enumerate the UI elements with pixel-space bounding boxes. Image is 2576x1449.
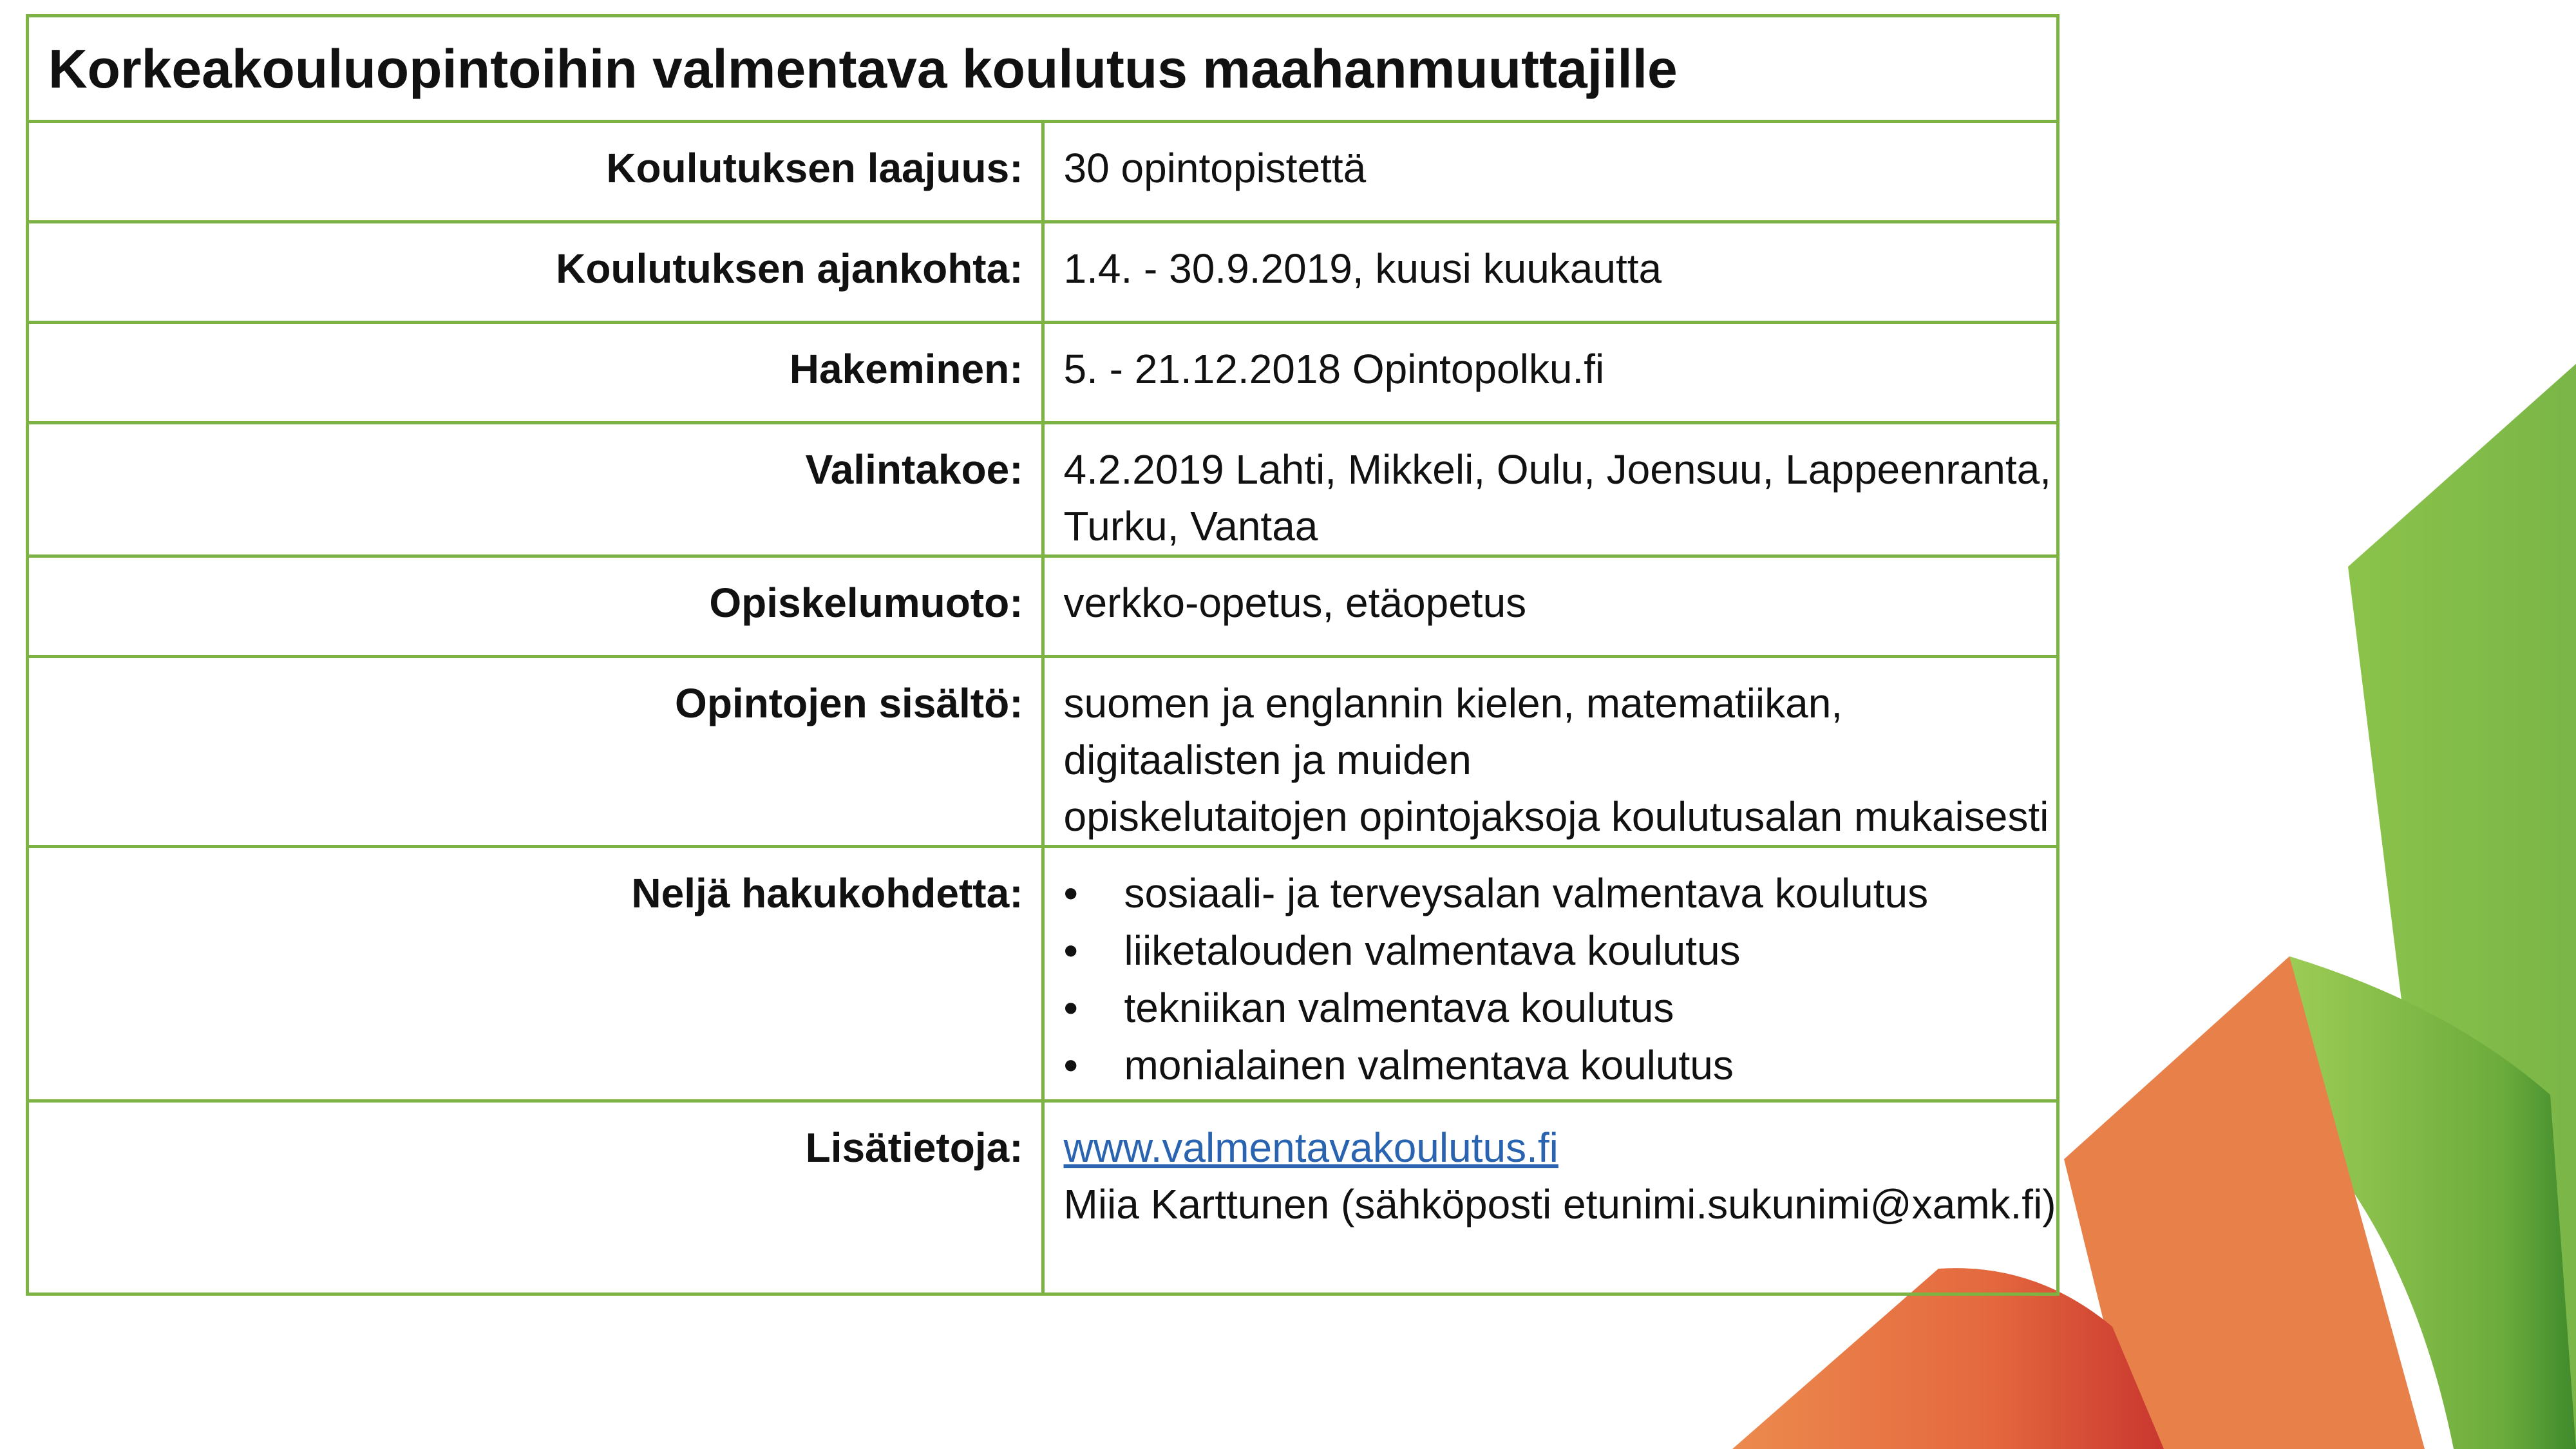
row-value	[1043, 657, 2058, 847]
table-row	[28, 222, 2058, 323]
row-value: 30 opintopistettä	[1043, 122, 2058, 222]
list-item-text: tekniikan valmentava koulutus	[1124, 985, 1674, 1031]
bullet-icon: •	[1063, 985, 1078, 1031]
list-item-text: monialainen valmentava koulutus	[1124, 1042, 1734, 1088]
bullet-icon: •	[1063, 1042, 1078, 1088]
table-row	[28, 423, 2058, 556]
row-value: 1.4. - 30.9.2019, kuusi kuukautta	[1043, 222, 2058, 323]
table-row	[28, 847, 2058, 1101]
contact-text: Miia Karttunen (sähköposti etunimi.sukunimi@xamk.fi)	[1063, 1181, 2056, 1227]
bullet-icon: •	[1063, 927, 1078, 974]
list-item-text: sosiaali- ja terveysalan valmentava koulutus	[1124, 870, 1929, 916]
content-line: opiskelutaitojen opintojaksoja koulutusalan mukaisesti	[1063, 793, 2049, 840]
row-value	[1043, 1101, 2058, 1294]
list-item	[1064, 922, 2057, 980]
row-label: Lisätietoja:	[28, 1101, 1043, 1294]
table-row	[28, 556, 2058, 657]
row-label: Koulutuksen ajankohta:	[28, 222, 1043, 323]
list-item	[1064, 980, 2057, 1037]
list-item	[1064, 1037, 2057, 1094]
application-options-list	[1064, 865, 2057, 1094]
table-row	[28, 657, 2058, 847]
course-info-table	[26, 14, 2060, 1296]
table-row	[28, 122, 2058, 222]
table-row	[28, 323, 2058, 423]
row-value	[1043, 847, 2058, 1101]
row-label: Valintakoe:	[28, 423, 1043, 556]
table-row	[28, 1101, 2058, 1294]
website-link[interactable]: www.valmentavakoulutus.fi	[1063, 1124, 1558, 1171]
row-label: Opintojen sisältö:	[28, 657, 1043, 847]
table-title: Korkeakouluopintoihin valmentava koulutus maahanmuuttajille	[28, 16, 2058, 122]
row-label: Hakeminen:	[28, 323, 1043, 423]
row-value: 4.2.2019 Lahti, Mikkeli, Oulu, Joensuu, Lappeenranta, Turku, Vantaa	[1043, 423, 2058, 556]
row-label: Neljä hakukohdetta:	[28, 847, 1043, 1101]
title-row	[28, 16, 2058, 122]
row-value: 5. - 21.12.2018 Opintopolku.fi	[1043, 323, 2058, 423]
content-line: suomen ja englannin kielen, matematiikan, digitaalisten ja muiden	[1063, 680, 1843, 783]
list-item-text: liiketalouden valmentava koulutus	[1124, 927, 1741, 974]
list-item	[1064, 865, 2057, 922]
bullet-icon: •	[1063, 870, 1078, 916]
row-label: Opiskelumuoto:	[28, 556, 1043, 657]
row-value: verkko-opetus, etäopetus	[1043, 556, 2058, 657]
row-label: Koulutuksen laajuus:	[28, 122, 1043, 222]
